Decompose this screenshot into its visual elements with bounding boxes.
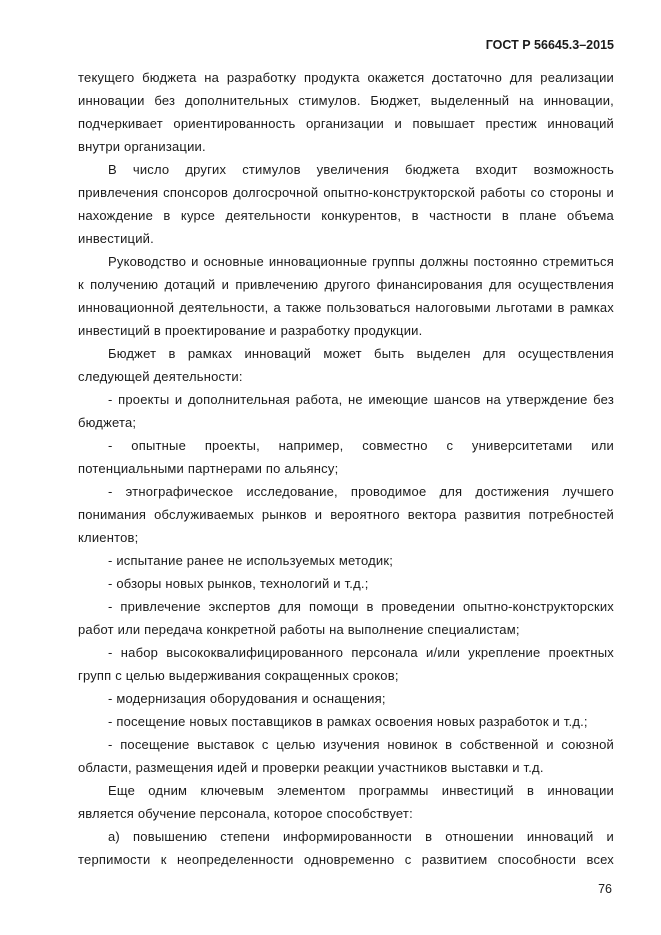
document-header-id: ГОСТ Р 56645.3–2015 xyxy=(485,38,614,52)
paragraph xyxy=(78,574,614,597)
document-body xyxy=(78,68,614,873)
text-line: - испытание ранее не используемых методик; xyxy=(108,553,394,568)
paragraph xyxy=(78,781,614,827)
paragraph xyxy=(78,252,614,344)
text-line: инвестиций. xyxy=(78,231,154,246)
paragraph xyxy=(78,827,614,873)
text-line: подчеркивает ориентированность организации и повышает престиж инноваций xyxy=(78,116,614,131)
text-line: текущего бюджета на разработку продукта окажется достаточно для реализации xyxy=(78,70,614,85)
paragraph xyxy=(78,482,614,551)
page-number: 76 xyxy=(598,882,612,896)
text-line: - модернизация оборудования и оснащения; xyxy=(108,691,386,706)
paragraph xyxy=(78,643,614,689)
text-line: к получению дотаций и привлечению другого финансирования для осуществления xyxy=(78,277,614,292)
text-line: следующей деятельности: xyxy=(78,369,243,384)
text-line: является обучение персонала, которое способствует: xyxy=(78,806,413,821)
paragraph xyxy=(78,597,614,643)
paragraph xyxy=(78,436,614,482)
paragraph xyxy=(78,160,614,252)
text-line: групп с целью выдерживания сокращенных сроков; xyxy=(78,668,399,683)
text-line: В число других стимулов увеличения бюджета входит возможность xyxy=(108,162,614,177)
text-line: понимания обслуживаемых рынков и вероятного вектора развития потребностей xyxy=(78,507,614,522)
text-line: инновационной деятельности, а также пользоваться налоговыми льготами в рамках xyxy=(78,300,614,315)
paragraph xyxy=(78,390,614,436)
text-line: области, размещения идей и проверки реакции участников выставки и т.д. xyxy=(78,760,544,775)
text-line: клиентов; xyxy=(78,530,139,545)
paragraph xyxy=(78,735,614,781)
text-line: нахождение в курсе деятельности конкурентов, в частности в плане объема xyxy=(78,208,614,223)
text-line: Руководство и основные инновационные группы должны постоянно стремиться xyxy=(108,254,614,269)
text-line: потенциальными партнерами по альянсу; xyxy=(78,461,339,476)
text-line: бюджета; xyxy=(78,415,137,430)
paragraph xyxy=(78,344,614,390)
text-line: работ или передача конкретной работы на выполнение специалистам; xyxy=(78,622,520,637)
text-line: - набор высококвалифицированного персонала и/или укрепление проектных xyxy=(108,645,614,660)
text-line: привлечения спонсоров долгосрочной опытно-конструкторской работы со стороны и xyxy=(78,185,614,200)
text-line: - обзоры новых рынков, технологий и т.д.; xyxy=(108,576,369,591)
text-line: - этнографическое исследование, проводимое для достижения лучшего xyxy=(108,484,614,499)
paragraph xyxy=(78,68,614,160)
text-line: - проекты и дополнительная работа, не имеющие шансов на утверждение без xyxy=(108,392,614,407)
text-line: - привлечение экспертов для помощи в проведении опытно-конструкторских xyxy=(108,599,614,614)
text-line: внутри организации. xyxy=(78,139,206,154)
paragraph xyxy=(78,689,614,712)
text-line: инвестиций в проектирование и разработку продукции. xyxy=(78,323,423,338)
text-line: терпимости к неопределенности одновременно с развитием способности всех xyxy=(78,852,614,867)
text-line: - посещение новых поставщиков в рамках освоения новых разработок и т.д.; xyxy=(108,714,588,729)
text-line: - опытные проекты, например, совместно с университетами или xyxy=(108,438,614,453)
text-line: инновации без дополнительных стимулов. Бюджет, выделенный на инновации, xyxy=(78,93,614,108)
paragraph xyxy=(78,712,614,735)
text-line: Бюджет в рамках инноваций может быть выделен для осуществления xyxy=(108,346,614,361)
text-line: а) повышению степени информированности в отношении инноваций и xyxy=(108,829,614,844)
text-line: - посещение выставок с целью изучения новинок в собственной и союзной xyxy=(108,737,614,752)
paragraph xyxy=(78,551,614,574)
text-line: Еще одним ключевым элементом программы инвестиций в инновации xyxy=(108,783,614,798)
